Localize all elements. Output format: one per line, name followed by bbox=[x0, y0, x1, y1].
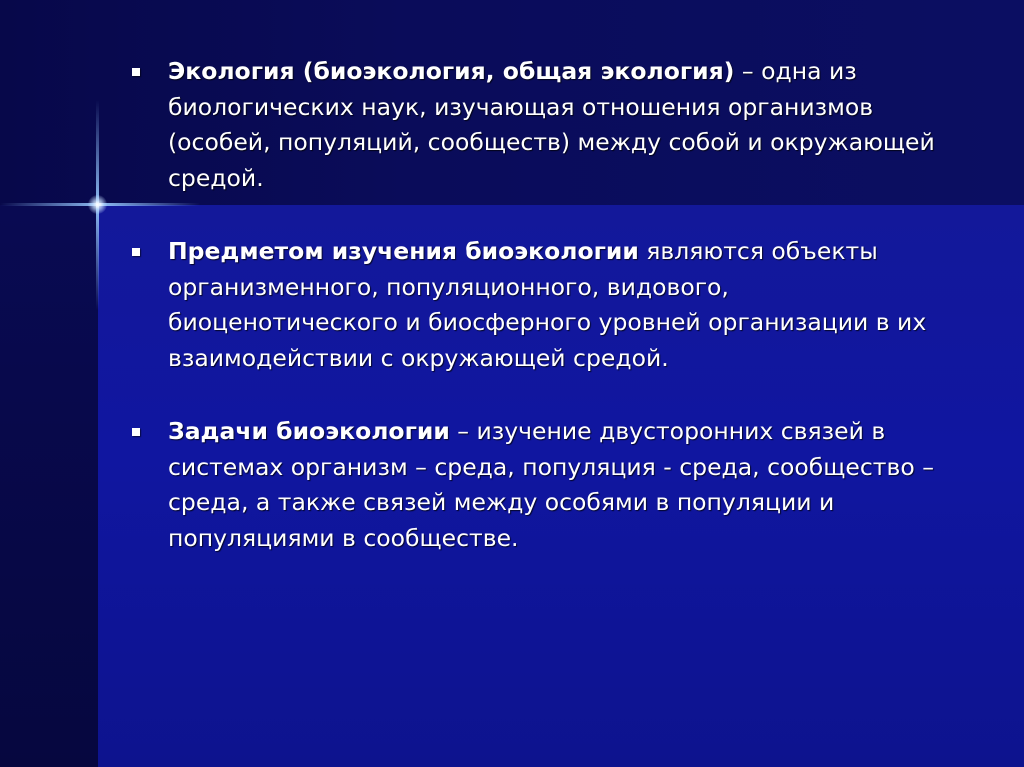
background-left-strip bbox=[0, 205, 98, 767]
square-bullet-icon bbox=[132, 248, 140, 256]
ecology-term: Экология (биоэкология, общая экология) bbox=[168, 57, 735, 85]
bullet-list bbox=[128, 54, 948, 556]
subject-definition: являются объекты организменного, популяционного, видового, биоценотического и биосферного уровней организации в их взаимодействии с окружающей средой. bbox=[168, 237, 927, 372]
bullet-item-ecology bbox=[128, 54, 948, 196]
subject-term: Предметом изучения биоэкологии bbox=[168, 237, 639, 265]
tasks-definition: – изучение двусторонних связей в системах организм – среда, популяция - среда, сообщество – среда, а также связей между особями в популяции и популяциями в сообществе. bbox=[168, 417, 934, 552]
bullet-item-subject bbox=[128, 234, 948, 376]
bullet-item-tasks bbox=[128, 414, 948, 556]
square-bullet-icon bbox=[132, 68, 140, 76]
square-bullet-icon bbox=[132, 428, 140, 436]
ecology-definition: – одна из биологических наук, изучающая отношения организмов (особей, популяций, сообществ) между собой и окружающей средой. bbox=[168, 57, 935, 192]
tasks-term: Задачи биоэкологии bbox=[168, 417, 450, 445]
sparkle-star-icon bbox=[88, 195, 107, 214]
